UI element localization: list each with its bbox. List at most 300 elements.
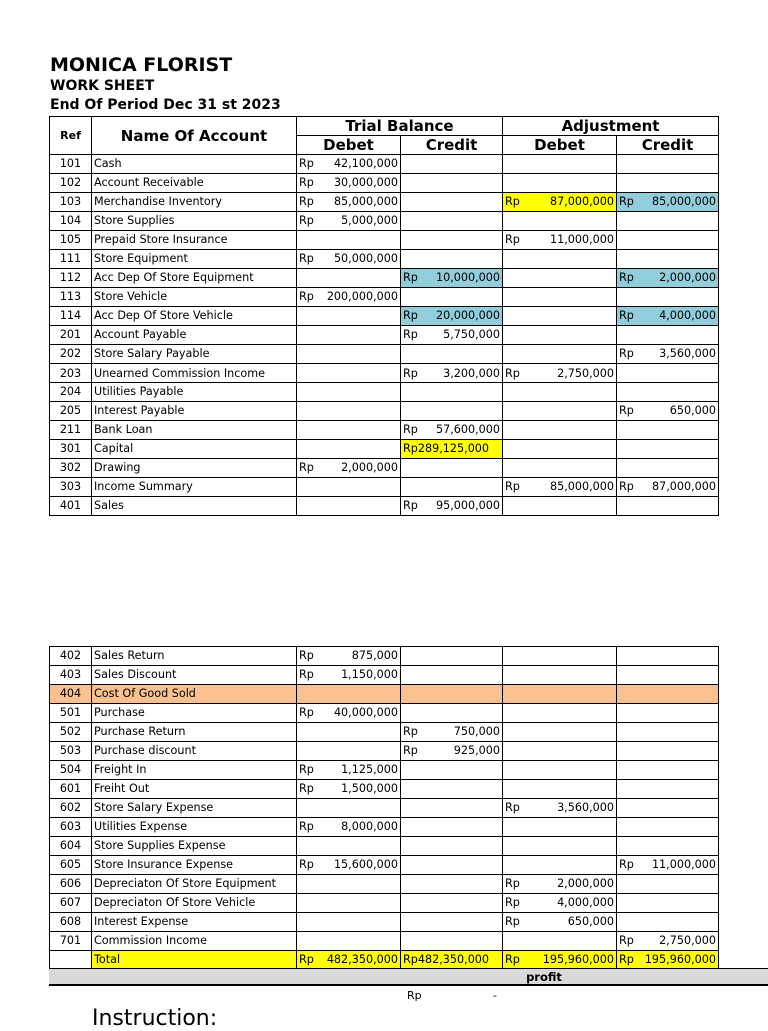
tb-credit-cell: [401, 497, 503, 516]
tb-debet-cell: [297, 212, 401, 231]
amount-value: 11,000,000: [651, 858, 716, 871]
amount: [403, 270, 500, 286]
amount-currency: Rp: [299, 953, 314, 966]
amount-currency: Rp: [505, 233, 520, 246]
amount-currency: Rp: [505, 480, 520, 493]
table-row: [50, 421, 719, 440]
amount-currency: Rp: [505, 367, 520, 380]
adj-credit-cell: [617, 459, 719, 478]
amount-value: 200,000,000: [326, 290, 398, 303]
amount-currency: Rp289,125,000: [403, 442, 490, 455]
amount: [619, 194, 716, 210]
adj-credit-cell: [617, 250, 719, 269]
adj-credit-cell: [617, 780, 719, 799]
adj-debet-cell: [503, 383, 617, 402]
tb-credit-cell: [401, 951, 503, 970]
adj-debet-cell: [503, 818, 617, 837]
adj-debet-cell: [503, 421, 617, 440]
ref-cell: 605: [50, 856, 92, 875]
amount-value: 85,000,000: [651, 195, 717, 208]
tb-debet-cell: [297, 345, 401, 364]
amount: [299, 857, 398, 873]
account-name-cell: Store Supplies: [92, 212, 297, 231]
amount: [505, 914, 614, 930]
account-name-cell: Store Vehicle: [92, 288, 297, 307]
adj-credit-cell: [617, 288, 719, 307]
table-row: [50, 459, 719, 478]
amount-value: 57,600,000: [435, 423, 501, 436]
amount-value: 195,960,000: [644, 953, 716, 966]
ref-cell: 211: [50, 421, 92, 440]
col-ref-header: Ref: [50, 117, 92, 155]
instruction-heading: Instruction:: [92, 1006, 218, 1031]
ref-cell: 303: [50, 478, 92, 497]
amount-value: 30,000,000: [333, 176, 398, 189]
tb-credit-cell: [401, 799, 503, 818]
adj-debet-cell: [503, 155, 617, 174]
table-row: [50, 647, 719, 666]
account-name-cell: Prepaid Store Insurance: [92, 231, 297, 250]
adj-credit-cell: [617, 383, 719, 402]
amount-value: 1,500,000: [341, 782, 398, 795]
tb-credit-cell: [401, 647, 503, 666]
adj-credit-cell: [617, 307, 719, 326]
ref-cell: 607: [50, 894, 92, 913]
ref-cell: 204: [50, 383, 92, 402]
table-row: [50, 894, 719, 913]
amount-value: 2,750,000: [557, 367, 615, 380]
amount: [505, 479, 614, 495]
adj-credit-cell: [617, 269, 719, 288]
tb-debet-cell: [297, 497, 401, 516]
amount: [619, 346, 716, 362]
table-row: [50, 326, 719, 345]
account-name-cell: Store Supplies Expense: [92, 837, 297, 856]
profit-label: profit: [526, 970, 562, 984]
account-name-cell: Income Summary: [92, 478, 297, 497]
amount-currency: Rp: [403, 309, 418, 322]
amount-currency: Rp: [619, 934, 634, 947]
amount-currency: Rp: [619, 271, 634, 284]
ref-cell: 203: [50, 364, 92, 383]
adj-credit-header: Credit: [617, 136, 719, 155]
tb-debet-cell: [297, 913, 401, 932]
table-row: [50, 478, 719, 497]
ref-cell: 302: [50, 459, 92, 478]
adj-debet-cell: [503, 174, 617, 193]
ref-cell: 501: [50, 704, 92, 723]
amount-value: 15,600,000: [333, 858, 398, 871]
amount-value: 2,750,000: [659, 934, 716, 947]
adj-debet-cell: [503, 875, 617, 894]
adj-credit-cell: [617, 818, 719, 837]
amount-currency: Rp: [505, 953, 520, 966]
amount: [403, 724, 500, 740]
amount-currency: Rp: [299, 763, 314, 776]
adj-debet-cell: [503, 497, 617, 516]
amount: [403, 441, 500, 457]
ref-cell: 404: [50, 685, 92, 704]
amount: [299, 705, 398, 721]
adj-debet-cell: [503, 250, 617, 269]
table-row: [50, 250, 719, 269]
table-row: [50, 174, 719, 193]
adj-debet-cell: [503, 647, 617, 666]
amount: [619, 403, 716, 419]
amount: [505, 876, 614, 892]
amount: [299, 667, 398, 683]
amount-currency: Rp: [619, 309, 634, 322]
amount-currency: Rp: [505, 915, 520, 928]
tb-debet-cell: [297, 383, 401, 402]
ref-cell: [50, 951, 92, 970]
adj-credit-cell: [617, 345, 719, 364]
tb-debet-cell: [297, 364, 401, 383]
table-row: [50, 875, 719, 894]
amount-value: 2,000,000: [557, 877, 614, 890]
profit-value: [407, 989, 497, 1002]
adj-debet-cell: [503, 951, 617, 970]
amount-value: 5,750,000: [443, 328, 501, 341]
tb-credit-cell: [401, 269, 503, 288]
table-row: [50, 307, 719, 326]
tb-credit-cell: [401, 402, 503, 421]
adj-credit-cell: [617, 799, 719, 818]
account-name-cell: Acc Dep Of Store Vehicle: [92, 307, 297, 326]
account-name-cell: Sales: [92, 497, 297, 516]
tb-credit-cell: [401, 440, 503, 459]
table-row: [50, 761, 719, 780]
adj-debet-cell: [503, 685, 617, 704]
adj-credit-cell: [617, 402, 719, 421]
ref-cell: 114: [50, 307, 92, 326]
table-row: [50, 440, 719, 459]
adj-debet-cell: [503, 894, 617, 913]
account-name-cell: Store Salary Payable: [92, 345, 297, 364]
table-row: [50, 932, 719, 951]
amount: [403, 743, 500, 759]
amount: [619, 933, 716, 949]
amount-currency: Rp: [299, 668, 314, 681]
amount-currency: Rp: [403, 271, 418, 284]
account-name-cell: Store Insurance Expense: [92, 856, 297, 875]
amount: [403, 422, 500, 438]
adj-credit-cell: [617, 894, 719, 913]
tb-debet-cell: [297, 742, 401, 761]
worksheet-rows-top: [50, 155, 719, 516]
tb-credit-cell: [401, 478, 503, 497]
amount-value: 87,000,000: [549, 195, 615, 208]
amount-value: 50,000,000: [333, 252, 398, 265]
adj-debet-cell: [503, 345, 617, 364]
ref-cell: 112: [50, 269, 92, 288]
tb-debet-cell: [297, 647, 401, 666]
tb-debet-cell: [297, 307, 401, 326]
tb-credit-cell: [401, 932, 503, 951]
amount: [619, 308, 716, 324]
adj-debet-cell: [503, 269, 617, 288]
tb-credit-cell: [401, 383, 503, 402]
tb-debet-cell: [297, 951, 401, 970]
tb-credit-cell: [401, 193, 503, 212]
adj-debet-cell: [503, 761, 617, 780]
adj-debet-cell: [503, 193, 617, 212]
amount-value: 20,000,000: [435, 309, 501, 322]
amount-value: 650,000: [669, 404, 717, 417]
account-name-cell: Depreciaton Of Store Vehicle: [92, 894, 297, 913]
tb-debet-cell: [297, 799, 401, 818]
amount-value: 95,000,000: [435, 499, 501, 512]
adj-credit-cell: [617, 155, 719, 174]
table-row: [50, 951, 719, 970]
amount-currency: Rp: [299, 461, 314, 474]
ref-cell: 113: [50, 288, 92, 307]
tb-debet-cell: [297, 231, 401, 250]
worksheet-table-top: [49, 116, 719, 516]
adj-credit-cell: [617, 875, 719, 894]
amount-value: 42,100,000: [333, 157, 398, 170]
ref-cell: 402: [50, 647, 92, 666]
account-name-cell: Bank Loan: [92, 421, 297, 440]
adj-credit-cell: [617, 951, 719, 970]
adj-debet-cell: [503, 799, 617, 818]
account-name-cell: Unearned Commission Income: [92, 364, 297, 383]
amount-currency: Rp: [403, 367, 418, 380]
adj-credit-cell: [617, 742, 719, 761]
adj-debet-cell: [503, 837, 617, 856]
amount-currency: Rp: [619, 404, 634, 417]
adj-debet-cell: [503, 932, 617, 951]
worksheet-rows-bottom: [50, 647, 719, 970]
tb-debet-cell: [297, 704, 401, 723]
adj-credit-cell: [617, 723, 719, 742]
amount-value: 8,000,000: [341, 820, 398, 833]
amount: [403, 952, 500, 968]
table-row: [50, 212, 719, 231]
tb-debet-cell: [297, 193, 401, 212]
table-row: [50, 193, 719, 212]
ref-cell: 101: [50, 155, 92, 174]
adj-debet-cell: [503, 459, 617, 478]
adj-debet-cell: [503, 856, 617, 875]
table-row: [50, 799, 719, 818]
table-row: [50, 780, 719, 799]
amount: [299, 781, 398, 797]
account-name-cell: Depreciaton Of Store Equipment: [92, 875, 297, 894]
tb-debet-cell: [297, 269, 401, 288]
tb-credit-cell: [401, 913, 503, 932]
amount-currency: Rp: [299, 195, 314, 208]
adj-debet-cell: [503, 212, 617, 231]
account-name-cell: Cost Of Good Sold: [92, 685, 297, 704]
adj-credit-cell: [617, 932, 719, 951]
tb-credit-cell: [401, 704, 503, 723]
adj-credit-cell: [617, 212, 719, 231]
account-name-cell: Drawing: [92, 459, 297, 478]
tb-debet-cell: [297, 421, 401, 440]
tb-credit-cell: [401, 875, 503, 894]
worksheet-table-bottom: [49, 646, 719, 970]
adjustment-header: Adjustment: [503, 117, 719, 136]
table-row: [50, 856, 719, 875]
col-name-header: Name Of Account: [92, 117, 297, 155]
amount-currency: Rp: [505, 801, 520, 814]
amount-currency: Rp: [619, 480, 634, 493]
adj-credit-cell: [617, 497, 719, 516]
ref-cell: 502: [50, 723, 92, 742]
adj-debet-cell: [503, 780, 617, 799]
tb-debet-cell: [297, 440, 401, 459]
tb-debet-cell: [297, 932, 401, 951]
tb-debet-cell: [297, 288, 401, 307]
ref-cell: 105: [50, 231, 92, 250]
account-name-cell: Account Payable: [92, 326, 297, 345]
ref-cell: 104: [50, 212, 92, 231]
amount-currency: Rp482,350,000: [403, 953, 490, 966]
trial-balance-header: Trial Balance: [297, 117, 503, 136]
adj-credit-cell: [617, 440, 719, 459]
tb-credit-cell: [401, 250, 503, 269]
adj-credit-cell: [617, 666, 719, 685]
account-name-cell: Sales Return: [92, 647, 297, 666]
amount-value: 4,000,000: [659, 309, 717, 322]
adj-credit-cell: [617, 837, 719, 856]
profit-currency: Rp: [407, 989, 422, 1002]
account-name-cell: Utilities Expense: [92, 818, 297, 837]
tb-credit-cell: [401, 837, 503, 856]
amount-currency: Rp: [299, 252, 314, 265]
amount-value: 11,000,000: [549, 233, 615, 246]
adj-debet-cell: [503, 326, 617, 345]
amount: [403, 498, 500, 514]
amount-currency: Rp: [299, 649, 314, 662]
table-row: [50, 818, 719, 837]
amount-value: 5,000,000: [341, 214, 398, 227]
account-name-cell: Sales Discount: [92, 666, 297, 685]
amount-currency: Rp: [403, 744, 418, 757]
table-row: [50, 742, 719, 761]
ref-cell: 103: [50, 193, 92, 212]
amount: [619, 270, 716, 286]
table-row: [50, 288, 719, 307]
amount: [403, 327, 500, 343]
tb-credit-cell: [401, 818, 503, 837]
adj-credit-cell: [617, 647, 719, 666]
amount-value: 85,000,000: [549, 480, 615, 493]
tb-credit-cell: [401, 231, 503, 250]
table-row: [50, 837, 719, 856]
adj-credit-cell: [617, 913, 719, 932]
amount-currency: Rp: [619, 347, 634, 360]
ref-cell: 102: [50, 174, 92, 193]
account-name-cell: Account Receivable: [92, 174, 297, 193]
period-label: End Of Period Dec 31 st 2023: [50, 97, 281, 113]
amount-currency: Rp: [299, 157, 314, 170]
ref-cell: 603: [50, 818, 92, 837]
tb-credit-cell: [401, 212, 503, 231]
amount: [505, 194, 614, 210]
amount: [299, 819, 398, 835]
amount: [403, 308, 500, 324]
adj-credit-cell: [617, 478, 719, 497]
account-name-cell: Purchase Return: [92, 723, 297, 742]
tb-credit-cell: [401, 326, 503, 345]
amount: [505, 895, 614, 911]
table-row: [50, 155, 719, 174]
amount-currency: Rp: [619, 858, 634, 871]
amount-currency: Rp: [299, 706, 314, 719]
amount: [403, 366, 500, 382]
tb-debet-cell: [297, 155, 401, 174]
adj-debet-cell: [503, 704, 617, 723]
sheet-title: WORK SHEET: [50, 78, 155, 94]
amount-currency: Rp: [299, 176, 314, 189]
account-name-cell: Freight In: [92, 761, 297, 780]
amount: [299, 251, 398, 267]
ref-cell: 202: [50, 345, 92, 364]
tb-debet-cell: [297, 894, 401, 913]
company-name: MONICA FLORIST: [50, 54, 233, 76]
tb-credit-cell: [401, 894, 503, 913]
profit-bar: [49, 968, 768, 986]
tb-credit-header: Credit: [401, 136, 503, 155]
tb-credit-cell: [401, 685, 503, 704]
adj-credit-cell: [617, 421, 719, 440]
amount-value: 2,000,000: [341, 461, 398, 474]
account-name-cell: Store Salary Expense: [92, 799, 297, 818]
amount-currency: Rp: [403, 423, 418, 436]
adj-debet-cell: [503, 288, 617, 307]
amount-value: 195,960,000: [542, 953, 614, 966]
adj-credit-cell: [617, 231, 719, 250]
ref-cell: 111: [50, 250, 92, 269]
amount-value: 3,560,000: [557, 801, 614, 814]
ref-cell: 606: [50, 875, 92, 894]
amount: [299, 194, 398, 210]
amount: [619, 952, 716, 968]
account-name-cell: Store Equipment: [92, 250, 297, 269]
amount-currency: Rp: [299, 858, 314, 871]
amount-value: 40,000,000: [333, 706, 398, 719]
amount: [505, 232, 614, 248]
adj-debet-cell: [503, 402, 617, 421]
adj-debet-cell: [503, 231, 617, 250]
amount-value: 925,000: [453, 744, 500, 757]
table-row: [50, 723, 719, 742]
table-row: [50, 383, 719, 402]
tb-debet-cell: [297, 875, 401, 894]
amount-value: 2,000,000: [659, 271, 717, 284]
tb-credit-cell: [401, 761, 503, 780]
tb-credit-cell: [401, 856, 503, 875]
account-name-cell: Interest Payable: [92, 402, 297, 421]
account-name-cell: Merchandise Inventory: [92, 193, 297, 212]
adj-debet-cell: [503, 478, 617, 497]
amount: [299, 175, 398, 191]
ref-cell: 608: [50, 913, 92, 932]
account-name-cell: Total: [92, 951, 297, 970]
amount-value: 1,125,000: [341, 763, 398, 776]
amount-value: 482,350,000: [326, 953, 398, 966]
ref-cell: 604: [50, 837, 92, 856]
amount: [505, 952, 614, 968]
amount-value: 750,000: [453, 725, 500, 738]
amount-value: 4,000,000: [557, 896, 614, 909]
amount-value: 875,000: [351, 649, 398, 662]
amount: [299, 289, 398, 305]
tb-debet-cell: [297, 723, 401, 742]
tb-debet-cell: [297, 761, 401, 780]
